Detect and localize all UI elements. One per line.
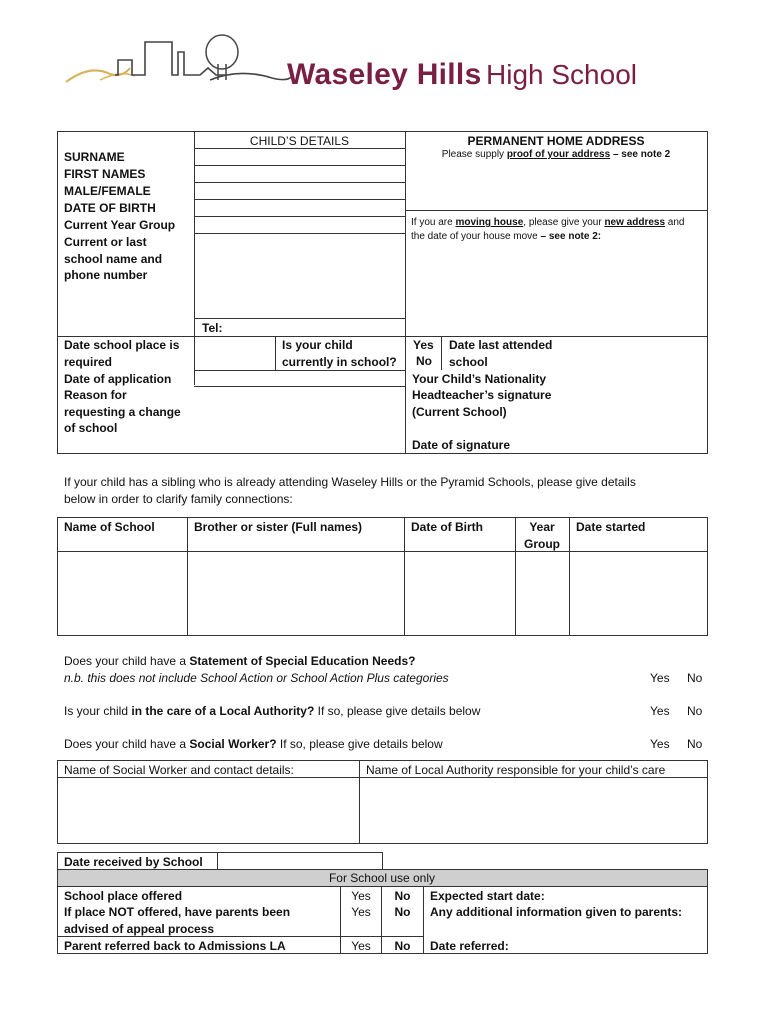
la-name-header: Name of Local Authority responsible for your child’s care: [366, 763, 666, 777]
la-question: Is your child in the care of a Local Authority? If so, please give details below: [64, 704, 481, 718]
reason-label: Reason for requesting a change of school: [64, 388, 181, 435]
sw-yes[interactable]: Yes: [650, 737, 670, 751]
la-yes[interactable]: Yes: [650, 704, 670, 718]
appeal-advised-no[interactable]: No: [394, 905, 411, 919]
place-offered-no[interactable]: No: [394, 889, 411, 903]
year-group-label: Current Year Group: [64, 218, 176, 232]
address-title: PERMANENT HOME ADDRESS: [467, 134, 645, 148]
sen-yes[interactable]: Yes: [650, 671, 670, 685]
last-school-label: Current or last school name and phone number: [64, 235, 163, 282]
application-date-label: Date of application: [64, 372, 172, 386]
col-names-header: Brother or sister (Full names): [194, 520, 363, 534]
place-required-label: Date school place is required: [64, 338, 180, 369]
sw-name-header: Name of Social Worker and contact details:: [64, 763, 294, 777]
place-offered-label: School place offered: [64, 889, 183, 903]
sex-label: MALE/FEMALE: [64, 184, 151, 198]
in-school-label: Is your child currently in school?: [282, 338, 397, 369]
proof-note: Please supply proof of your address – see note 2: [441, 149, 671, 160]
place-offered-yes[interactable]: Yes: [351, 889, 371, 903]
in-school-yes[interactable]: Yes: [413, 338, 434, 352]
date-received-label: Date received by School: [64, 855, 203, 869]
start-date-label: Expected start date:: [430, 889, 545, 903]
surname-label: SURNAME: [64, 150, 125, 164]
first-names-label: FIRST NAMES: [64, 167, 146, 181]
head-signature-label: Headteacher’s signature (Current School): [412, 388, 552, 419]
sen-question: Does your child have a Statement of Special Education Needs? n.b. this does not include School Action or School Action Plus categories: [64, 654, 449, 685]
in-school-no[interactable]: No: [416, 354, 432, 368]
date-referred-label: Date referred:: [430, 939, 509, 953]
sw-no[interactable]: No: [687, 737, 703, 751]
child-details-title: CHILD’S DETAILS: [249, 134, 350, 148]
sw-question: Does your child have a Social Worker? If so, please give details below: [64, 737, 443, 751]
sibling-intro: If your child has a sibling who is already attending Waseley Hills or the Pyramid Schools, please give details below in order to clarify family connections:: [64, 475, 636, 506]
moving-house-note: If you are moving house, please give your new address and the date of your house move – see note 2:: [411, 217, 685, 242]
appeal-advised-yes[interactable]: Yes: [351, 905, 371, 919]
col-school-header: Name of School: [64, 520, 155, 534]
school-name-light: High School: [486, 59, 637, 90]
office-use-title: For School use only: [328, 871, 436, 885]
nationality-label: Your Child’s Nationality: [412, 372, 547, 386]
col-dob-header: Date of Birth: [411, 520, 483, 534]
last-attended-label: Date last attended school: [449, 338, 553, 369]
referred-back-no[interactable]: No: [394, 939, 411, 953]
referred-back-yes[interactable]: Yes: [351, 939, 371, 953]
sen-no[interactable]: No: [687, 671, 703, 685]
additional-info-label: Any additional information given to parents:: [430, 905, 683, 919]
not-offered-label: If place NOT offered, have parents been advised of appeal process: [64, 905, 291, 936]
col-year-header: Year Group: [524, 520, 560, 551]
tel-label: Tel:: [202, 321, 223, 335]
date-received-field[interactable]: [218, 853, 382, 869]
signature-date-label: Date of signature: [412, 438, 511, 452]
referred-back-label: Parent referred back to Admissions LA: [64, 939, 286, 953]
col-started-header: Date started: [576, 520, 646, 534]
school-name-bold: Waseley Hills: [287, 58, 482, 91]
dob-label: DATE OF BIRTH: [64, 201, 156, 215]
la-no[interactable]: No: [687, 704, 703, 718]
